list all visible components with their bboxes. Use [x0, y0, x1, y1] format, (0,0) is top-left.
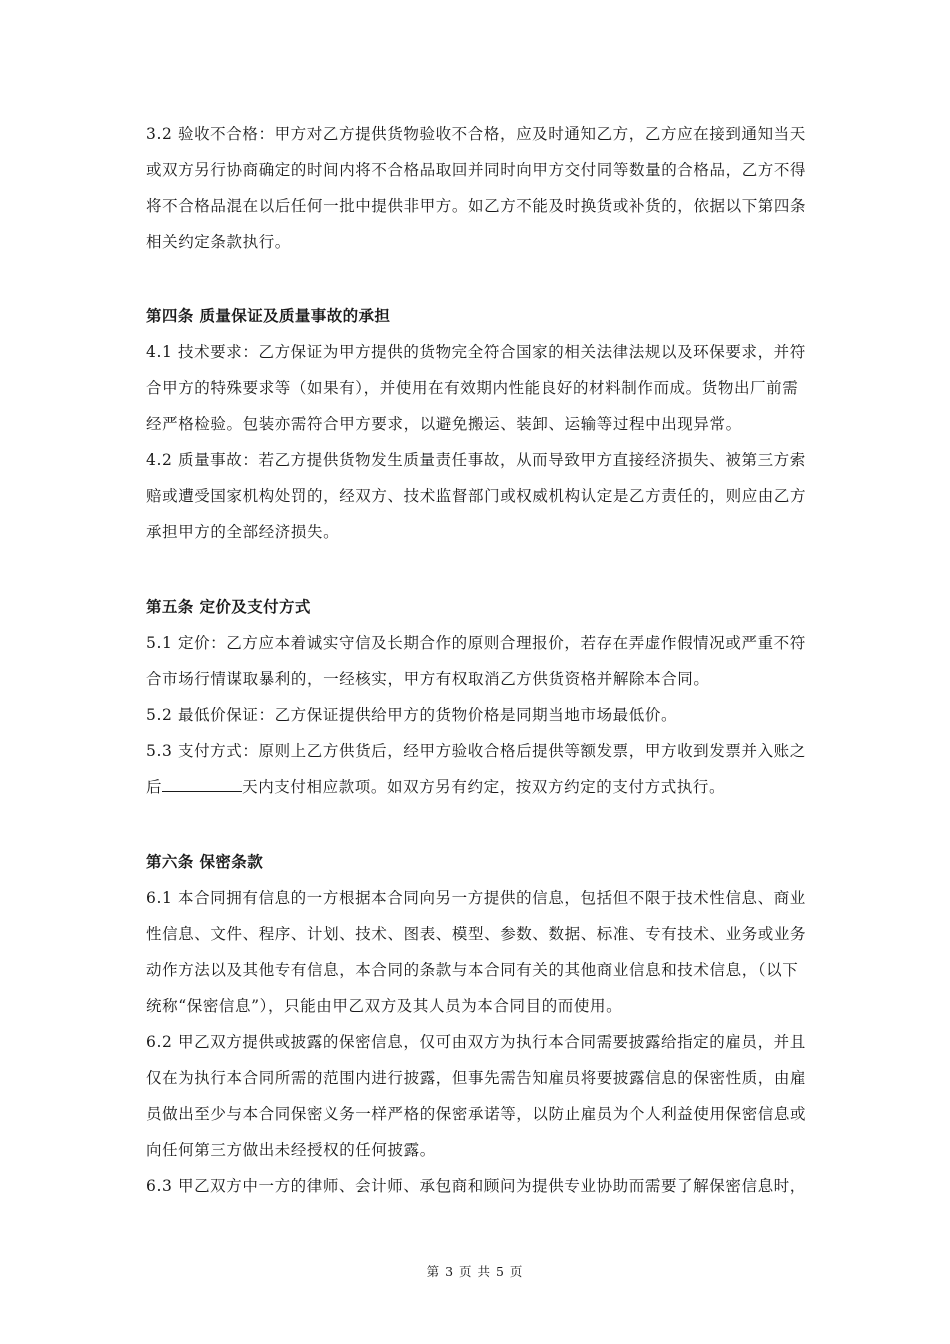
clause-5-3-line: 5.3 支付方式：原则上乙方供货后，经甲方验收合格后提供等额发票，甲方收到发票并入账之	[146, 742, 806, 760]
clause-6-1-line: 统称“保密信息”），只能由甲乙双方及其人员为本合同目的而使用。	[146, 997, 623, 1015]
clause-3-2-line: 或双方另行协商确定的时间内将不合格品取回并同时向甲方交付同等数量的合格品，乙方不得	[146, 161, 807, 179]
article-6-heading: 第六条 保密条款	[146, 852, 264, 871]
clause-4-2-line: 赔或遭受国家机构处罚的，经双方、技术监督部门或权威机构认定是乙方责任的，则应由乙方	[146, 487, 807, 505]
clause-5-1-line: 5.1 定价：乙方应本着诚实守信及长期合作的原则合理报价，若存在弄虚作假情况或严重不符	[146, 634, 806, 652]
clause-4-2-line: 4.2 质量事故：若乙方提供货物发生质量责任事故，从而导致甲方直接经济损失、被第三方索	[146, 451, 806, 469]
days-blank-field	[162, 777, 242, 792]
clause-4-1-line: 4.1 技术要求：乙方保证为甲方提供的货物完全符合国家的相关法律法规以及环保要求，并符	[146, 343, 806, 361]
clause-4-1-line: 合甲方的特殊要求等（如果有），并使用在有效期内性能良好的材料制作而成。货物出厂前需	[146, 379, 799, 397]
clause-6-2-line: 仅在为执行本合同所需的范围内进行披露，但事先需告知雇员将要披露信息的保密性质，由雇	[146, 1069, 807, 1087]
clause-3-2-line: 相关约定条款执行。	[146, 233, 291, 251]
clause-4-2-line: 承担甲方的全部经济损失。	[146, 523, 340, 541]
clause-5-3-text-before: 后	[146, 778, 163, 796]
clause-6-1-line: 性信息、文件、程序、计划、技术、图表、模型、参数、数据、标准、专有技术、业务或业务	[146, 925, 807, 943]
clause-6-2-line: 6.2 甲乙双方提供或披露的保密信息，仅可由双方为执行本合同需要披露给指定的雇员，并且	[146, 1033, 806, 1051]
clause-5-1-line: 合市场行情谋取暴利的，一经核实，甲方有权取消乙方供货资格并解除本合同。	[146, 670, 710, 688]
clause-6-3-line: 6.3 甲乙双方中一方的律师、会计师、承包商和顾问为提供专业协助而需要了解保密信息时，	[146, 1177, 806, 1195]
clause-3-2-line: 3.2 验收不合格：甲方对乙方提供货物验收不合格，应及时通知乙方，乙方应在接到通知当天	[146, 125, 806, 143]
clause-5-2-line: 5.2 最低价保证：乙方保证提供给甲方的货物价格是同期当地市场最低价。	[146, 706, 678, 724]
clause-5-3-text-after: 天内支付相应款项。如双方另有约定，按双方约定的支付方式执行。	[242, 778, 726, 796]
clause-6-2-line: 员做出至少与本合同保密义务一样严格的保密承诺等，以防止雇员为个人利益使用保密信息或	[146, 1105, 807, 1123]
clause-3-2-line: 将不合格品混在以后任何一批中提供非甲方。如乙方不能及时换货或补货的，依据以下第四条	[146, 197, 807, 215]
clause-5-3-line	[146, 777, 806, 797]
clause-6-1-line: 动作方法以及其他专有信息，本合同的条款与本合同有关的其他商业信息和技术信息，（以下	[146, 961, 799, 979]
clause-6-1-line: 6.1 本合同拥有信息的一方根据本合同向另一方提供的信息，包括但不限于技术性信息、商业	[146, 889, 806, 907]
article-5-heading: 第五条 定价及支付方式	[146, 597, 311, 616]
clause-4-1-line: 经严格检验。包装亦需符合甲方要求，以避免搬运、装卸、运输等过程中出现异常。	[146, 415, 742, 433]
clause-6-2-line: 向任何第三方做出未经授权的任何披露。	[146, 1141, 436, 1159]
page-number-footer: 第 3 页 共 5 页	[426, 1264, 524, 1279]
article-4-heading: 第四条 质量保证及质量事故的承担	[146, 306, 391, 325]
